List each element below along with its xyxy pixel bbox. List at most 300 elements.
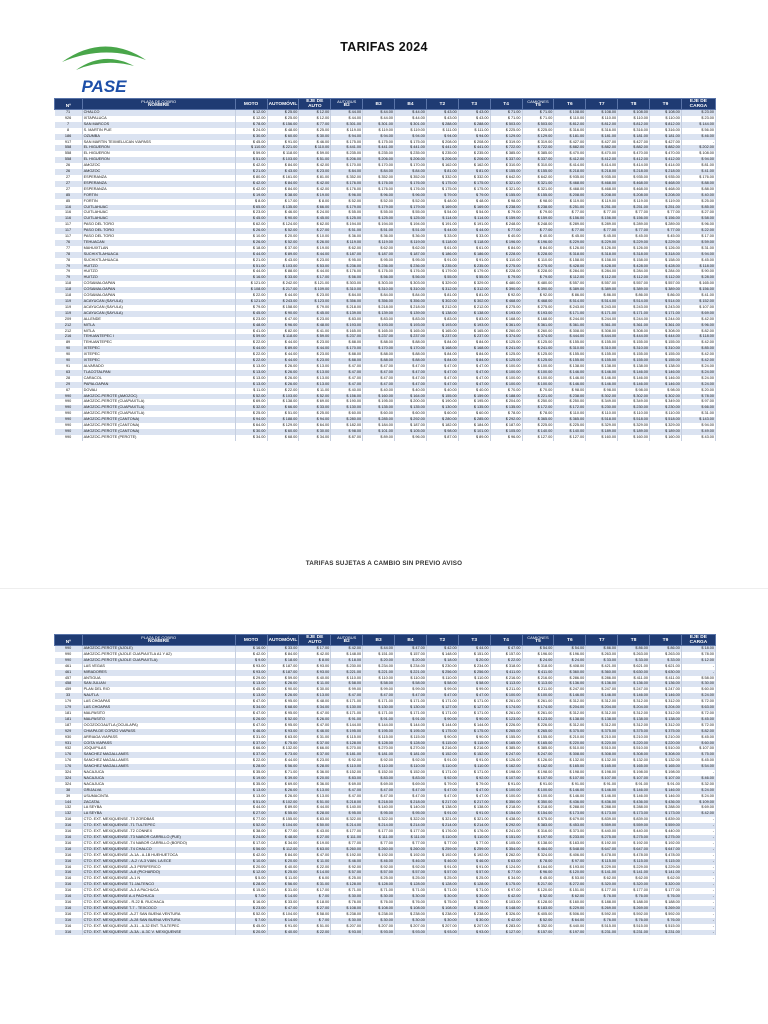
tariff-cell: $ 86.00 (618, 293, 650, 299)
plaza-number: 63 (55, 370, 83, 376)
tariff-cell: $ 56.00 (363, 275, 395, 281)
tariff-cell: $ 58.00 (331, 681, 363, 687)
tariff-cell: $ 55.00 (331, 210, 363, 216)
tariff-cell: $ 42.00 (681, 352, 715, 358)
tariff-cell: $ 100.00 (522, 794, 554, 800)
tariff-cell: $ 390.00 (522, 287, 554, 293)
tariff-cell: $ 110.00 (426, 764, 458, 770)
tariff-cell: $ 218.00 (331, 305, 363, 311)
tariff-cell: $ 198.00 (490, 770, 522, 776)
plaza-number: 27 (55, 181, 83, 187)
tariff-cell: $ 156.00 (554, 216, 586, 222)
tariff-cell: $ 230.00 (618, 405, 650, 411)
tariff-cell: $ 52.00 (267, 717, 299, 723)
tariff-cell: $ 146.00 (554, 382, 586, 388)
tariff-cell: $ 642.00 (522, 175, 554, 181)
plaza-name: EL HIGUERON (82, 157, 235, 163)
tariff-cell: $ 84.00 (490, 246, 522, 252)
tariff-cell: $ 130.00 (426, 405, 458, 411)
tariff-cell: $ 108.00 (235, 287, 267, 293)
tariff-cell: $ 176.00 (331, 269, 363, 275)
tariff-cell: $ 83.00 (458, 317, 490, 323)
plaza-name: AMOZOC-PEROTE (CANTONA) (82, 423, 235, 429)
tariff-cell: $ 9.00 (235, 658, 267, 664)
tariff-cell: $ 630.00 (650, 670, 682, 676)
tariff-cell: $ 93.00 (299, 670, 331, 676)
tariff-cell: $ 140.00 (363, 805, 395, 811)
tariff-cell: $ 320.00 (618, 882, 650, 888)
plaza-number: 930 (55, 735, 83, 741)
tariff-cell: $ 221.00 (363, 670, 395, 676)
tariff-cell: $ 47.00 (299, 711, 331, 717)
tariff-cell: $ 647.00 (618, 847, 650, 853)
tariff-cell: $ 56.00 (235, 847, 267, 853)
tariff-cell: $ 329.00 (650, 423, 682, 429)
tariff-cell: $ 98.00 (586, 388, 618, 394)
tariff-cell: $ 24.00 (681, 364, 715, 370)
plaza-name: EL HIGUERON (82, 145, 235, 151)
tariff-cell: $ 217.00 (522, 882, 554, 888)
tariff-cell: $ 125.00 (522, 358, 554, 364)
plaza-number: 85 (55, 199, 83, 205)
tariff-cell: $ 96.00 (522, 870, 554, 876)
plaza-name: CTO. EXT. MEXIQUENSE -A-3 PERIFERICO (82, 865, 235, 871)
tariff-cell: $ 83.00 (363, 776, 395, 782)
plaza-number: 558 (55, 145, 83, 151)
tariff-cell: $ 75.00 (426, 900, 458, 906)
tariff-cell: $ 39.00 (267, 776, 299, 782)
tariff-cell: $ 288.00 (618, 805, 650, 811)
tariff-cell: $ 44.00 (363, 110, 395, 116)
tariff-cell: $ 225.00 (490, 128, 522, 134)
tariff-cell: $ 73.00 (267, 752, 299, 758)
tariff-cell: $ 58.00 (363, 681, 395, 687)
tariff-cell: $ 19.00 (299, 246, 331, 252)
tariff-cell: $ 329.00 (458, 281, 490, 287)
tariff-cell: $ 312.00 (650, 699, 682, 705)
tariff-cell: $ 411.00 (618, 676, 650, 682)
tariff-cell: $ 10.00 (235, 234, 267, 240)
tariff-cell: $ 40.00 (267, 930, 299, 936)
tariff-cell: $ 115.00 (650, 859, 682, 865)
tariff-cell: $ 75.00 (267, 741, 299, 747)
tariff-cell: $ 270.00 (363, 746, 395, 752)
tariff-cell: $ 25.00 (267, 110, 299, 116)
tariff-cell: $ 111.00 (331, 835, 363, 841)
price-change-notice: TARIFAS SUJETAS A CAMBIO SIN PREVIO AVISO (305, 560, 463, 567)
tariff-cell: $ 91.00 (458, 258, 490, 264)
tariff-cell: $ 152.00 (681, 299, 715, 305)
tariff-cell: $ 59.00 (299, 151, 331, 157)
tariff-cell: $ 170.00 (331, 346, 363, 352)
tariff-cell: $ 7.00 (235, 894, 267, 900)
plaza-number: 316 (55, 894, 83, 900)
tariff-cell: $ 94.00 (363, 134, 395, 140)
tariff-cell: $ 148.00 (426, 652, 458, 658)
tariff-cell: $ 241.00 (490, 829, 522, 835)
tariff-cell: $ 165.00 (458, 329, 490, 335)
plaza-number: 76 (55, 240, 83, 246)
tariff-cell: $ 84.00 (331, 293, 363, 299)
plaza-number: 990 (55, 429, 83, 435)
plaza-name: PLAN DEL RIO (82, 687, 235, 693)
tariff-cell: $ 138.00 (267, 399, 299, 405)
tariff-cell: $ 76.00 (395, 900, 427, 906)
tariff-cell: $ 411.00 (522, 670, 554, 676)
tariff-cell: $ 69.00 (395, 782, 427, 788)
tariff-cell: $ 261.00 (490, 699, 522, 705)
tariff-cell: $ 13.00 (299, 794, 331, 800)
plaza-number: 176 (55, 758, 83, 764)
tariff-cell: $ 23.00 (299, 358, 331, 364)
tariff-cell: $ 54.00 (426, 210, 458, 216)
tariff-cell: $ 238.00 (554, 394, 586, 400)
tariff-cell: $ 99.00 (331, 687, 363, 693)
tariff-cell: $ 130.00 (331, 405, 363, 411)
tariff-cell: $ 51.00 (235, 800, 267, 806)
tariff-cell: $ 155.00 (618, 352, 650, 358)
tariff-cell: $ 22.00 (299, 930, 331, 936)
plaza-name: SAN MARCOS (82, 122, 235, 128)
tariff-cell: $ 42.00 (235, 163, 267, 169)
tariff-cell: $ 146.00 (650, 376, 682, 382)
header-automovil: AUTOMÓVIL (267, 99, 299, 110)
tariff-cell: $ 125.00 (522, 340, 554, 346)
tariff-cell: $ 135.00 (458, 405, 490, 411)
tariff-cell: $ 218.00 (395, 800, 427, 806)
tariff-cell: $ 354.00 (490, 847, 522, 853)
tariff-cell: $ 722.00 (490, 145, 522, 151)
tariff-cell: $ 13.00 (299, 382, 331, 388)
tariff-cell: $ 105.00 (395, 429, 427, 435)
tariff-cell: $ 179.00 (426, 269, 458, 275)
plaza-number: 990 (55, 435, 83, 441)
tariff-cell: $ 51.00 (299, 157, 331, 163)
tariff-cell: $ 440.00 (586, 829, 618, 835)
tariff-cell: $ 31.00 (299, 882, 331, 888)
tariff-cell: $ 280.00 (331, 417, 363, 423)
tariff-cell: $ 183.00 (522, 906, 554, 912)
tariff-cell: $ 187.00 (267, 664, 299, 670)
tariff-cell: $ 98.00 (554, 388, 586, 394)
tariff-cell: $ 212.00 (458, 305, 490, 311)
plaza-number: 209 (55, 317, 83, 323)
tariff-cell: $ 350.00 (522, 800, 554, 806)
tariff-cell: $ 90.00 (267, 216, 299, 222)
tariff-cell: $ 230.00 (650, 405, 682, 411)
tariff-cell: $ 238.00 (458, 912, 490, 918)
tariff-cell: $ 238.00 (395, 912, 427, 918)
plaza-name: AMOZOC-PEROTE (AMOZOC) (82, 394, 235, 400)
tariff-cell: $ 59.00 (299, 334, 331, 340)
tariff-cell: $ 93.00 (458, 930, 490, 936)
tariff-cell: $ 162.00 (426, 163, 458, 169)
tariff-cell: $ 33.00 (618, 658, 650, 664)
tariff-cell: $ 187.00 (395, 252, 427, 258)
tariff-cell: $ 352.00 (395, 175, 427, 181)
plaza-name: SUCHIXTLAHUACA (82, 258, 235, 264)
tariff-cell: $ 468.00 (650, 181, 682, 187)
tariff-cell: $ 63.00 (490, 859, 522, 865)
plaza-name: FORTIN (82, 193, 235, 199)
plaza-number: 79 (55, 269, 83, 275)
tariff-cell: $ 162.00 (490, 764, 522, 770)
tariff-cell: $ 230.00 (586, 405, 618, 411)
tariff-cell: $ 69.00 (267, 782, 299, 788)
tariff-cell: $ 77.00 (586, 228, 618, 234)
tariff-cell: $ 47.00 (363, 788, 395, 794)
tariff-cell: $ 514.00 (554, 299, 586, 305)
tariff-cell: $ 127.00 (522, 435, 554, 441)
tariff-cell: $ 882.00 (650, 145, 682, 151)
tariff-cell: $ 165.00 (395, 329, 427, 335)
tariff-cell: $ 7.00 (235, 918, 267, 924)
tariff-cell: $ 33.00 (267, 646, 299, 652)
tariff-cell: $ 244.00 (554, 317, 586, 323)
plaza-name: NAUTLA (82, 693, 235, 699)
tariff-cell: $ 45.00 (235, 924, 267, 930)
tariff-cell: $ 119.00 (363, 128, 395, 134)
tariff-cell: $ 192.00 (586, 841, 618, 847)
tariff-cell: $ 100.00 (522, 370, 554, 376)
plaza-number: 316 (55, 882, 83, 888)
tariff-cell: $ 119.00 (363, 240, 395, 246)
tariff-cell: $ 40.00 (522, 234, 554, 240)
tariff-cell: $ 47.00 (458, 370, 490, 376)
plaza-name: NACAJUCA (82, 782, 235, 788)
plaza-name: EL HIGUERON (82, 151, 235, 157)
tariff-cell: $ 24.00 (235, 128, 267, 134)
tariff-cell: $ 33.00 (426, 234, 458, 240)
tariff-cell: $ 96.00 (395, 193, 427, 199)
tariff-cell: $ 146.00 (554, 370, 586, 376)
plaza-number: 316 (55, 870, 83, 876)
tariff-cell: $ 82.00 (267, 329, 299, 335)
header-moto: MOTO (235, 99, 267, 110)
tariff-cell: $ 321.00 (522, 187, 554, 193)
plaza-number: 67 (55, 388, 83, 394)
group-plaza: PLAZA DE COBRO (141, 98, 177, 104)
plaza-name: CUITLAHUAC (82, 205, 235, 211)
tariff-cell: $ 108.00 (554, 110, 586, 116)
tariff-cell: $ 176.00 (395, 187, 427, 193)
tariff-cell: $ 55.00 (426, 275, 458, 281)
tariff-cell: $ 188.00 (490, 394, 522, 400)
plaza-name: AMOZOC-PEROTE (CANTONA) (82, 417, 235, 423)
plaza-name: CARACOL (82, 376, 235, 382)
tariff-cell: $ 198.00 (618, 770, 650, 776)
tariff-cell: $ 119.00 (650, 199, 682, 205)
tariff-cell: $ 195.00 (363, 399, 395, 405)
tariff-cell: $ 96.00 (267, 323, 299, 329)
tariff-cell: $ 234.00 (395, 664, 427, 670)
tariff-cell: $ 478.00 (650, 853, 682, 859)
tariff-cell: $ 225.00 (522, 128, 554, 134)
tariff-cell: $ 206.00 (363, 157, 395, 163)
tariff-cell: $ 125.00 (331, 216, 363, 222)
tariff-cell: $ 50.00 (299, 823, 331, 829)
tariff-cell: $ 22.00 (299, 865, 331, 871)
tariff-cell: $ 171.00 (458, 699, 490, 705)
tariff-cell: $ 146.00 (650, 382, 682, 388)
tariff-cell: $ 288.00 (650, 805, 682, 811)
tariff-cell: $ 428.00 (618, 264, 650, 270)
tariff-cell: $ 237.00 (395, 334, 427, 340)
tariff-cell: $ 84.00 (458, 352, 490, 358)
tariff-cell: $ 54.00 (522, 646, 554, 652)
plaza-name: S. MARTIN PUE (82, 128, 235, 134)
tariff-cell: $ 187.00 (267, 670, 299, 676)
plaza-name: OZUMBA (82, 134, 235, 140)
tariff-cell: $ 236.00 (395, 264, 427, 270)
tariff-cell: $ 24.00 (681, 376, 715, 382)
tariff-cell: $ 557.00 (586, 281, 618, 287)
tariff-cell: $ 22.00 (267, 388, 299, 394)
tariff-cell: $ 40.00 (426, 388, 458, 394)
tariff-cell: $ 243.00 (650, 305, 682, 311)
plaza-name: CTO. EXT. MEXIQUENSE -T1 TULTEPEC (82, 823, 235, 829)
tariff-cell: $ 113.00 (490, 681, 522, 687)
plaza-number: 929 (55, 729, 83, 735)
plaza-number: 917 (55, 140, 83, 146)
tariff-cell: $ 71.00 (490, 116, 522, 122)
plaza-number: 457 (55, 676, 83, 682)
tariff-cell: $ 152.00 (331, 770, 363, 776)
tariff-cell: $ 66.00 (267, 405, 299, 411)
tariff-cell: $ 312.00 (554, 723, 586, 729)
tariff-cell: $ 126.00 (490, 758, 522, 764)
tariff-cell: $ 350.00 (490, 800, 522, 806)
tariff-cell: $ 103.00 (490, 900, 522, 906)
tariff-cell: $ 12.00 (299, 116, 331, 122)
tariff-cell: $ 42.00 (235, 853, 267, 859)
tariff-cell: $ 163.00 (554, 841, 586, 847)
tariff-cell: $ 283.00 (490, 924, 522, 930)
tariff-cell: $ 112.00 (586, 275, 618, 281)
tariff-cell: $ 192.00 (426, 853, 458, 859)
tariff-cell: $ 89.00 (363, 435, 395, 441)
tariff-cell: $ 115.00 (458, 741, 490, 747)
tariff-cell: $ 361.00 (618, 323, 650, 329)
tariff-cell: $ 13.00 (235, 370, 267, 376)
tariff-cell: $ 168.00 (522, 317, 554, 323)
tariff-cell: $ 169.00 (458, 205, 490, 211)
tariff-cell: $ 135.00 (267, 205, 299, 211)
tariff-cell: $ 47.00 (331, 370, 363, 376)
tariff-cell: $ 177.00 (618, 888, 650, 894)
tariff-cell: $ 109.00 (299, 287, 331, 293)
tariff-cell: $ 66.00 (299, 746, 331, 752)
plaza-name: CUITLAHUAC (82, 210, 235, 216)
tariff-cell: $ 159.00 (490, 216, 522, 222)
tariff-cell: $ 151.00 (363, 652, 395, 658)
tariff-cell: $ 91.00 (426, 258, 458, 264)
tariff-cell: $ 146.00 (618, 382, 650, 388)
tariff-cell: $ 389.00 (586, 287, 618, 293)
tariff-cell: $ 48.00 (426, 199, 458, 205)
tariff-cell: $ 27.00 (299, 906, 331, 912)
tariff-cell: $ 91.00 (267, 140, 299, 146)
plaza-name: HUITZO (82, 264, 235, 270)
tariff-cell: $ 24.00 (522, 658, 554, 664)
tariff-cell: $ 152.00 (363, 770, 395, 776)
tariff-cell: $ 127.00 (426, 705, 458, 711)
plaza-name: MITLA (82, 323, 235, 329)
tariff-cell: $ 478.00 (586, 853, 618, 859)
tariff-cell: $ 114.00 (458, 216, 490, 222)
plaza-name: ACAYUCAN (SAYULA) (82, 305, 235, 311)
tariff-cell: $ 212.00 (426, 305, 458, 311)
tariff-cell: $ 361.00 (650, 323, 682, 329)
tariff-cell: $ 51.00 (235, 157, 267, 163)
tariff-cell: $ 322.00 (331, 817, 363, 823)
tariff-cell: $ 56.00 (681, 128, 715, 134)
tariff-cell: $ 78.00 (522, 859, 554, 865)
tariff-cell: $ 170.00 (331, 163, 363, 169)
tariff-cell: $ 26.00 (267, 681, 299, 687)
tariff-cell: $ 52.00 (363, 199, 395, 205)
tariff-cell: $ 94.00 (235, 417, 267, 423)
tariff-cell: $ 109.00 (681, 800, 715, 806)
tariff-cell: $ 33.00 (267, 275, 299, 281)
tariff-cell: $ 25.00 (267, 116, 299, 122)
tariff-cell: $ 62.00 (650, 876, 682, 882)
tariff-cell: $ 272.00 (554, 882, 586, 888)
plaza-name: ESPERANZA (82, 181, 235, 187)
tariff-cell: $ 110.00 (618, 411, 650, 417)
tariff-cell: $ 155.00 (586, 340, 618, 346)
tariff-cell: $ 94.00 (395, 134, 427, 140)
tariff-cell: - (681, 900, 715, 906)
tariff-cell: $ 138.00 (618, 717, 650, 723)
tariff-cell: $ 47.00 (458, 376, 490, 382)
header-t3: T3 (458, 99, 490, 110)
tariff-cell: $ 84.00 (522, 246, 554, 252)
tariff-cell: $ 88.00 (363, 352, 395, 358)
plaza-name: TEHUANTEPEC I (82, 334, 235, 340)
tariff-cell: $ 54.00 (458, 210, 490, 216)
tariff-cell: $ 51.00 (299, 800, 331, 806)
plaza-name: USUMACINTA (82, 794, 235, 800)
tariff-cell: $ 40.00 (681, 193, 715, 199)
tariff-cell: $ 64.00 (235, 423, 267, 429)
tariff-cell: $ 100.00 (490, 370, 522, 376)
tariff-cell: $ 289.00 (618, 222, 650, 228)
tariff-cell: $ 30.00 (299, 687, 331, 693)
tariff-cell: $ 7.00 (299, 918, 331, 924)
tariff-cell: $ 71.00 (426, 888, 458, 894)
tariff-cell: $ 171.00 (426, 711, 458, 717)
tariff-cell: $ 76.00 (586, 918, 618, 924)
header-nombre: PLAZA DE COBRO NOMBRE (82, 99, 235, 110)
plaza-number: 176 (55, 752, 83, 758)
tariff-cell: $ 18.00 (426, 658, 458, 664)
plaza-number: 144 (55, 800, 83, 806)
tariff-cell: $ 45.00 (618, 234, 650, 240)
tariff-cell: $ 44.00 (363, 116, 395, 122)
tariff-cell: $ 146.00 (586, 382, 618, 388)
tariff-cell: $ 129.00 (490, 134, 522, 140)
tariff-cell: $ 630.00 (618, 670, 650, 676)
tariff-cell: $ 152.00 (426, 752, 458, 758)
tariff-cell: $ 6.00 (299, 876, 331, 882)
tariff-cell: $ 136.00 (618, 681, 650, 687)
tariff-cell: $ 164.00 (395, 394, 427, 400)
tariff-cell: $ 47.00 (426, 364, 458, 370)
tariff-cell: $ 510.00 (586, 746, 618, 752)
tariff-cell: $ 108.00 (395, 906, 427, 912)
tariff-cell: $ 14.00 (267, 894, 299, 900)
